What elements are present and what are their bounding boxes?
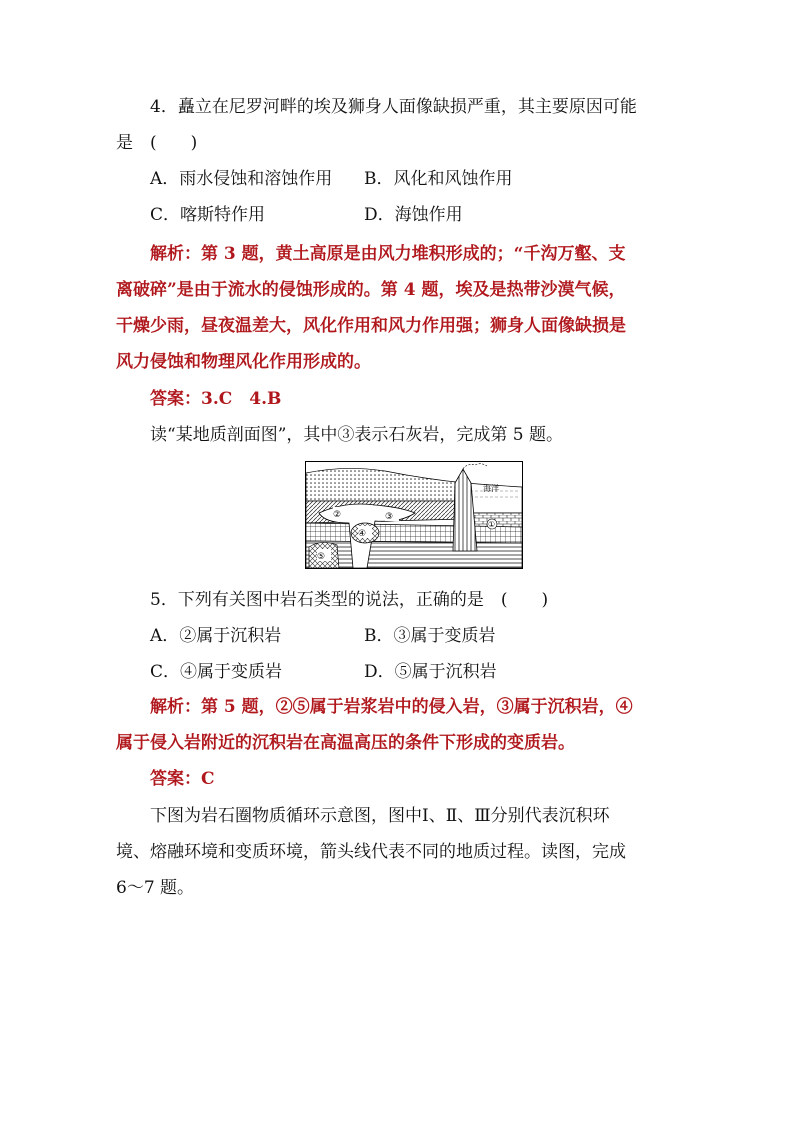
question-4-stem-line2: 是 ( )	[116, 133, 198, 153]
question-5-option-c: C．④属于变质岩	[150, 662, 283, 682]
question-6-7-intro	[116, 798, 686, 906]
question-6-7-intro-line3: 6～7 题。	[116, 878, 195, 898]
answer-2	[116, 761, 686, 797]
geologic-section-svg	[305, 461, 523, 569]
answer-1-label: 答案：	[150, 389, 201, 409]
analysis-1-line1: 解析：第 3 题，黄土高原是由风力堆积形成的；“千沟万壑、支	[150, 244, 626, 264]
analysis-2-label: 解析：	[150, 697, 201, 717]
question-5-option-b: B．③属于变质岩	[364, 626, 496, 646]
analysis-2-line2: 属于侵入岩附近的沉积岩在高温高压的条件下形成的变质岩。	[116, 733, 575, 753]
question-4-options-row1	[116, 161, 686, 197]
analysis-1-line3: 干燥少雨，昼夜温差大，风化作用和风力作用强；狮身人面像缺损是	[116, 316, 626, 336]
question-5	[116, 582, 686, 690]
marker-5: ⑤	[317, 552, 326, 562]
question-5-stem: 5．下列有关图中岩石类型的说法，正确的是 ( )	[150, 590, 549, 610]
answer-1-value: 3.C 4.B	[201, 389, 282, 409]
answer-2-value: C	[201, 769, 215, 789]
question-5-options-row1	[116, 618, 686, 654]
analysis-2-line1: 解析：第 5 题，②⑤属于岩浆岩中的侵入岩，③属于沉积岩，④	[150, 697, 633, 717]
question-6-7-intro-line2: 境、熔融环境和变质环境，箭头线代表不同的地质过程。读图，完成	[116, 842, 626, 862]
question-5-intro	[116, 417, 686, 453]
marker-1: ①	[488, 520, 496, 529]
question-4-options-row2	[116, 197, 686, 233]
analysis-1-line4: 风力侵蚀和物理风化作用形成的。	[116, 352, 371, 372]
question-4-option-a: A．雨水侵蚀和溶蚀作用	[150, 169, 333, 189]
question-6-7-intro-line1: 下图为岩石圈物质循环示意图，图中Ⅰ、Ⅱ、Ⅲ分别代表沉积环	[150, 806, 610, 826]
question-4-option-c: C．喀斯特作用	[150, 205, 266, 225]
marker-2: ②	[333, 510, 342, 520]
question-4-option-b: B．风化和风蚀作用	[364, 169, 513, 189]
question-5-intro-text: 读“某地质剖面图”，其中③表示石灰岩，完成第 5 题。	[150, 425, 564, 445]
analysis-1-label: 解析：	[150, 244, 201, 264]
analysis-2	[116, 689, 686, 761]
analysis-1	[116, 236, 686, 380]
question-5-option-a: A．②属于沉积岩	[150, 626, 282, 646]
question-4-option-d: D．海蚀作用	[364, 205, 463, 225]
question-5-option-d: D．⑤属于沉积岩	[364, 662, 497, 682]
marker-3: ③	[385, 512, 394, 522]
question-4-stem-line1: 4．矗立在尼罗河畔的埃及狮身人面像缺损严重，其主要原因可能	[150, 97, 637, 117]
answer-2-label: 答案：	[150, 769, 201, 789]
analysis-1-line2: 离破碎”是由于流水的侵蚀形成的。第 4 题，埃及是热带沙漠气候，	[116, 280, 626, 300]
marker-4: ④	[358, 529, 367, 539]
ocean-label: 海洋	[483, 484, 499, 493]
geologic-cross-section-figure	[305, 461, 523, 569]
question-5-options-row2	[116, 654, 686, 690]
question-4	[116, 89, 686, 233]
answer-1	[116, 381, 686, 417]
